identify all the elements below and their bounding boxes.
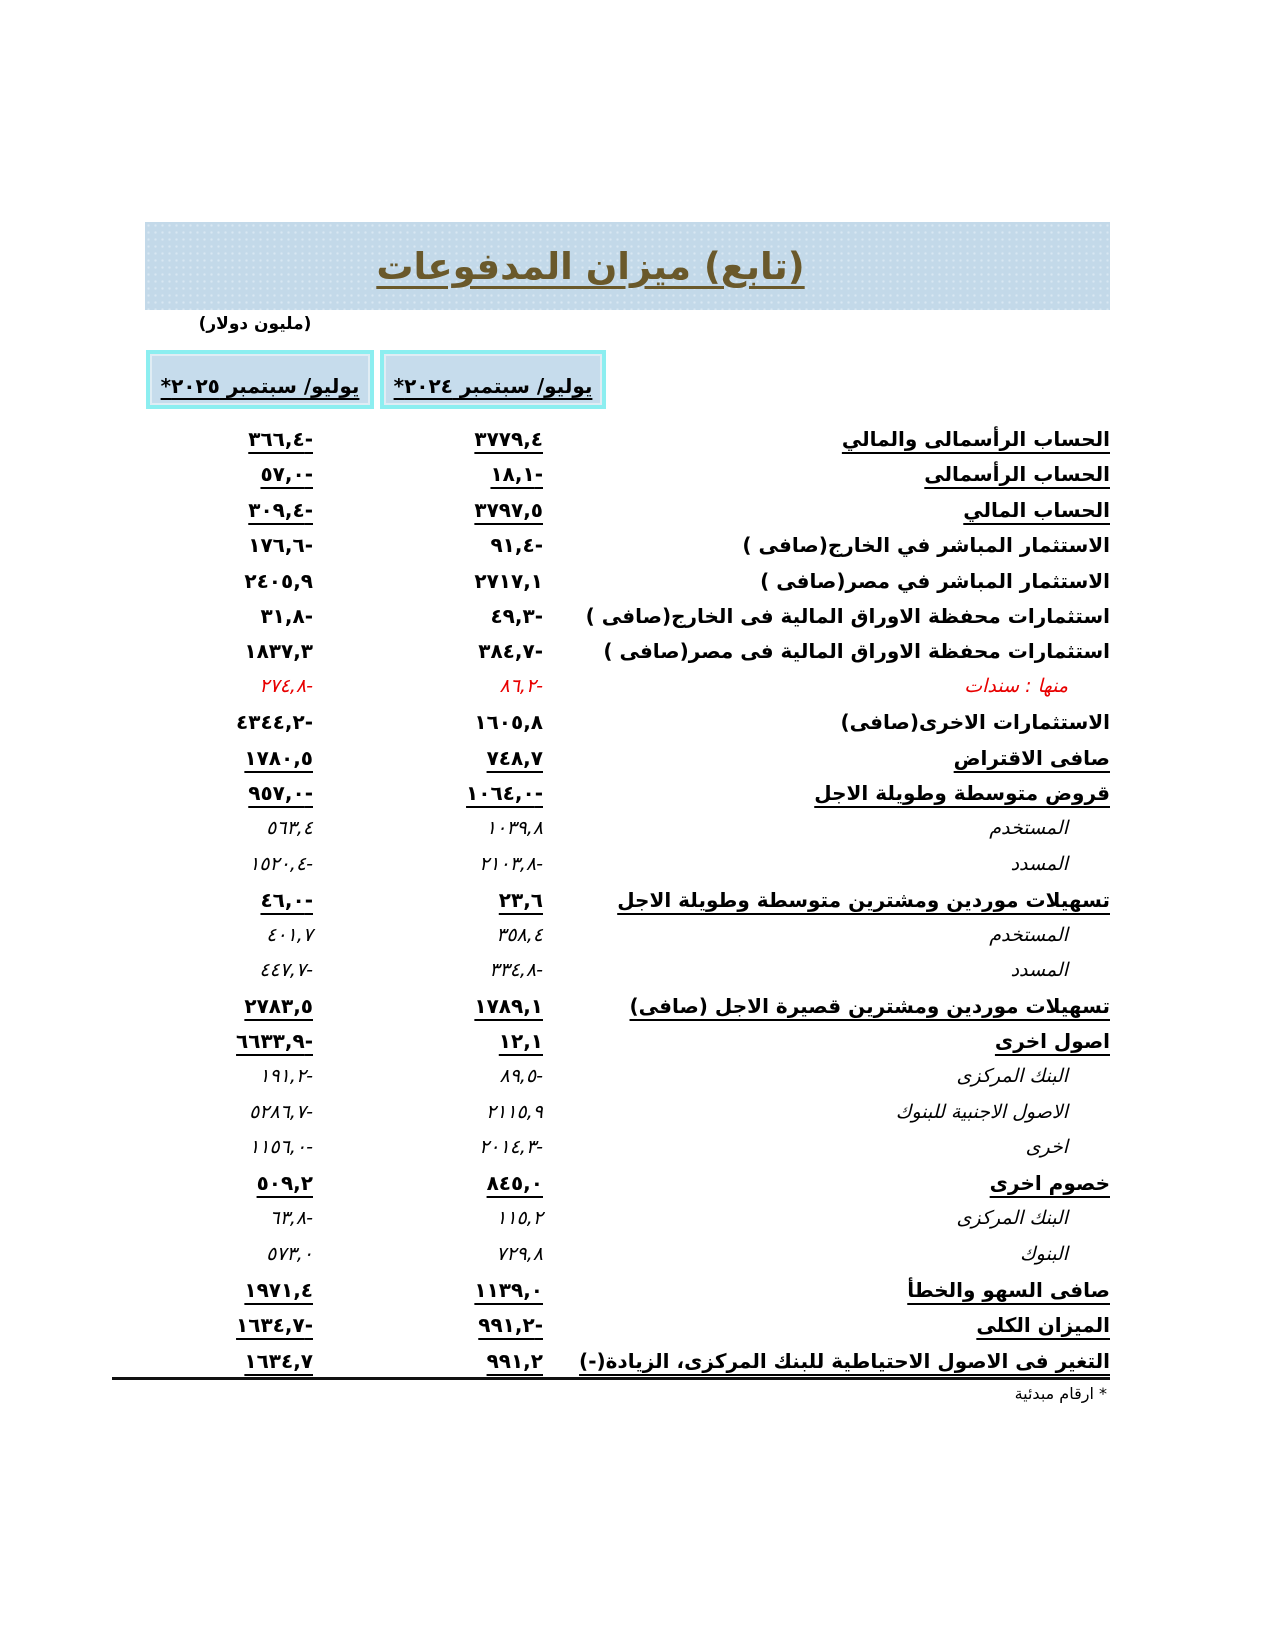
value-2025: ١٨٣٧,٣ bbox=[244, 639, 313, 664]
value-2024: ٣٥٨,٤ bbox=[496, 923, 543, 946]
table-row bbox=[145, 1201, 1110, 1236]
table-row bbox=[145, 563, 1110, 598]
value-2025: ١٦٣٤,٧ bbox=[244, 1348, 313, 1373]
table-bottom-rule bbox=[112, 1377, 1110, 1380]
column-header-2025-label: يوليو/ سبتمبر ٢٠٢٥* bbox=[160, 374, 360, 398]
value-2024: ١٢,١ bbox=[498, 1029, 543, 1054]
value-2025: ٥٠٩,٢ bbox=[256, 1171, 313, 1196]
table-row bbox=[145, 1059, 1110, 1094]
row-label: صافى السهو والخطأ bbox=[907, 1277, 1110, 1302]
value-2024: ٣٣٤,٨- bbox=[489, 959, 543, 982]
row-label: اخرى bbox=[1025, 1136, 1068, 1159]
table-row bbox=[145, 811, 1110, 846]
value-2024: ٨٤٥,٠ bbox=[486, 1171, 543, 1196]
value-2024: ٢٠١٤,٣- bbox=[479, 1136, 543, 1159]
row-label: خصوم اخرى bbox=[989, 1171, 1110, 1196]
value-2025: ٩٥٧,٠- bbox=[248, 781, 313, 806]
value-2024: ١٨,١- bbox=[490, 462, 543, 487]
footnote: * ارقام مبدئية bbox=[1014, 1384, 1107, 1403]
table-row bbox=[145, 1024, 1110, 1059]
value-2024: ٧٤٨,٧ bbox=[486, 745, 543, 770]
value-2024: ٢١١٥,٩ bbox=[485, 1100, 543, 1123]
value-2025: ٤٠١,٧ bbox=[266, 923, 313, 946]
value-2024: ٩١,٤- bbox=[490, 533, 543, 558]
table-row bbox=[145, 1166, 1110, 1201]
page-title: (تابع) ميزان المدفوعات bbox=[376, 244, 805, 288]
value-2025: ٤٤٧,٧- bbox=[259, 959, 313, 982]
value-2025: ٣١,٨- bbox=[260, 603, 313, 628]
row-label: صافى الاقتراض bbox=[953, 745, 1110, 770]
row-label: البنوك bbox=[1019, 1242, 1068, 1265]
value-2024: ٩٩١,٢- bbox=[478, 1313, 543, 1338]
row-label: المسدد bbox=[1010, 852, 1068, 875]
value-2025: ١١٥٦,٠- bbox=[249, 1136, 313, 1159]
title-bar bbox=[145, 222, 1110, 310]
row-label: البنك المركزى bbox=[956, 1065, 1068, 1088]
units-label: (مليون دولار) bbox=[198, 314, 312, 334]
value-2024: ٤٩,٣- bbox=[490, 603, 543, 628]
value-2025: ٢٤٠٥,٩ bbox=[244, 568, 313, 593]
table-row bbox=[145, 953, 1110, 988]
row-label: الاستثمار المباشر في مصر(صافى ) bbox=[760, 568, 1110, 593]
value-2024: ١٠٣٩,٨ bbox=[485, 817, 543, 840]
table-row bbox=[145, 421, 1110, 456]
value-2024: ١٠٦٤,٠- bbox=[466, 781, 543, 806]
table-row bbox=[145, 634, 1110, 669]
row-label: التغير فى الاصول الاحتياطية للبنك المركزى، الزيادة(-) bbox=[579, 1348, 1110, 1373]
table-row bbox=[145, 1236, 1110, 1271]
row-label: الحساب الرأسمالى والمالي bbox=[841, 426, 1110, 451]
value-2024: ٣٨٤,٧- bbox=[478, 639, 543, 664]
row-label: استثمارات محفظة الاوراق المالية فى مصر(صافى ) bbox=[603, 639, 1110, 664]
value-2025: ٤٦,٠- bbox=[260, 887, 313, 912]
row-label: الحساب الرأسمالى bbox=[924, 462, 1110, 487]
row-label: المستخدم bbox=[989, 817, 1068, 840]
table-row bbox=[145, 1343, 1110, 1378]
value-2024: ٢٣,٦ bbox=[498, 887, 543, 912]
value-2024: ١٦٠٥,٨ bbox=[474, 710, 543, 735]
column-header-2024 bbox=[380, 350, 606, 409]
value-2025: ٥٧,٠- bbox=[260, 462, 313, 487]
rows-container bbox=[145, 421, 1110, 1378]
value-2025: ١٩١,٢- bbox=[259, 1065, 313, 1088]
table-row bbox=[145, 1130, 1110, 1165]
row-label: تسهيلات موردين ومشترين متوسطة وطويلة الاجل bbox=[617, 887, 1110, 912]
value-2025: ١٥٢٠,٤- bbox=[249, 852, 313, 875]
table-row bbox=[145, 669, 1110, 704]
value-2025: ٦٣,٨- bbox=[269, 1207, 313, 1230]
row-label: تسهيلات موردين ومشترين قصيرة الاجل (صافى) bbox=[629, 993, 1110, 1018]
table-row bbox=[145, 456, 1110, 491]
value-2025: ٤٣٤٤,٢- bbox=[236, 710, 313, 735]
value-2024: ١١٥,٢ bbox=[496, 1207, 543, 1230]
value-2024: ٣٧٩٧,٥ bbox=[474, 497, 543, 522]
row-label: الميزان الكلى bbox=[976, 1313, 1110, 1338]
table-row bbox=[145, 598, 1110, 633]
row-label: البنك المركزى bbox=[956, 1207, 1068, 1230]
table-row bbox=[145, 917, 1110, 952]
table-row bbox=[145, 1307, 1110, 1342]
value-2025: ٦٦٣٣,٩- bbox=[236, 1029, 313, 1054]
table-row bbox=[145, 705, 1110, 740]
value-2025: ٥٧٣,٠ bbox=[266, 1242, 313, 1265]
value-2024: ٣٧٧٩,٤ bbox=[474, 426, 543, 451]
row-label: الاصول الاجنبية للبنوك bbox=[895, 1100, 1068, 1123]
value-2025: ٥٦٣,٤ bbox=[266, 817, 313, 840]
table-row bbox=[145, 846, 1110, 881]
row-label: المستخدم bbox=[989, 923, 1068, 946]
row-label: قروض متوسطة وطويلة الاجل bbox=[814, 781, 1110, 806]
table-row bbox=[145, 740, 1110, 775]
value-2024: ٨٩,٥- bbox=[499, 1065, 543, 1088]
value-2025: ٣٠٩,٤- bbox=[248, 497, 313, 522]
value-2025: ١٩٧١,٤ bbox=[244, 1277, 313, 1302]
value-2025: ٣٦٦,٤- bbox=[248, 426, 313, 451]
table-row bbox=[145, 1095, 1110, 1130]
table-row bbox=[145, 776, 1110, 811]
value-2024: ٢١٠٣,٨- bbox=[479, 852, 543, 875]
table-row bbox=[145, 492, 1110, 527]
value-2024: ١٧٨٩,١ bbox=[474, 993, 543, 1018]
table-row bbox=[145, 1272, 1110, 1307]
value-2024: ٨٦,٢- bbox=[499, 675, 543, 698]
table-row bbox=[145, 882, 1110, 917]
value-2024: ٢٧١٧,١ bbox=[474, 568, 543, 593]
value-2025: ١٧٦,٦- bbox=[248, 533, 313, 558]
table-row bbox=[145, 988, 1110, 1023]
row-label: منها : سندات bbox=[964, 675, 1068, 698]
row-label: الاستثمارات الاخرى(صافى) bbox=[840, 710, 1110, 735]
row-label: استثمارات محفظة الاوراق المالية فى الخارج(صافى ) bbox=[585, 603, 1110, 628]
column-header-2024-label: يوليو/ سبتمبر ٢٠٢٤* bbox=[393, 374, 593, 398]
value-2024: ٧٢٩,٨ bbox=[496, 1242, 543, 1265]
value-2025: ١٦٣٤,٧- bbox=[236, 1313, 313, 1338]
value-2025: ٢٧٨٣,٥ bbox=[244, 993, 313, 1018]
value-2025: ٥٢٨٦,٧- bbox=[249, 1100, 313, 1123]
row-label: اصول اخرى bbox=[994, 1029, 1110, 1054]
table-row bbox=[145, 527, 1110, 562]
value-2024: ٩٩١,٢ bbox=[486, 1348, 543, 1373]
value-2024: ١١٣٩,٠ bbox=[474, 1277, 543, 1302]
value-2025: ١٧٨٠,٥ bbox=[244, 745, 313, 770]
value-2025: ٢٧٤,٨- bbox=[259, 675, 313, 698]
row-label: الحساب المالي bbox=[963, 497, 1110, 522]
row-label: المسدد bbox=[1010, 959, 1068, 982]
column-header-2025 bbox=[146, 350, 374, 409]
row-label: الاستثمار المباشر في الخارج(صافى ) bbox=[742, 533, 1110, 558]
